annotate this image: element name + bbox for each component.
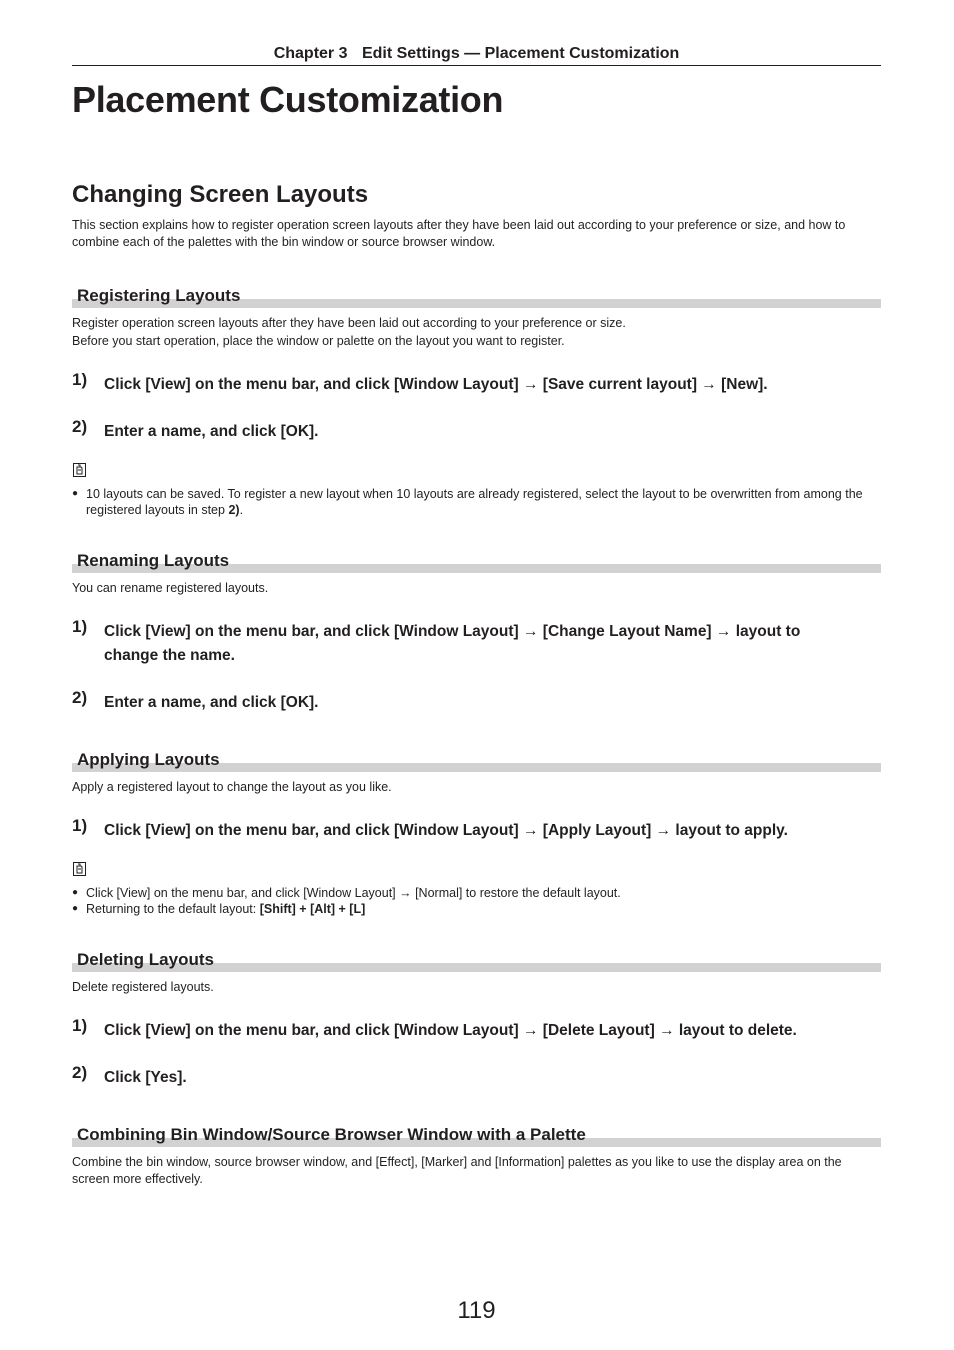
step-number: 1)	[72, 617, 88, 636]
combining-heading: Combining Bin Window/Source Browser Window with a Palette	[77, 1125, 586, 1144]
note-text: Click [View] on the menu bar, and click [Window Layout] → [Normal] to restore the default layout.	[86, 886, 621, 900]
note-text: 10 layouts can be saved. To register a new layout when 10 layouts are already registered, select the layout to be overwritten from among the registered layouts in step 2).	[86, 487, 863, 517]
page-number: 119	[457, 1297, 496, 1324]
chapter-title: Edit Settings — Placement Customization	[361, 45, 680, 62]
step-text: Click [Yes].	[104, 1069, 187, 1086]
deleting-desc: Delete registered layouts.	[72, 980, 214, 994]
step-number: 2)	[72, 417, 88, 436]
section-title: Changing Screen Layouts	[72, 181, 369, 208]
note-icon	[73, 862, 86, 876]
step-text: Click [View] on the menu bar, and click [Window Layout] → [Change Layout Name] → layout to change the name.	[104, 623, 801, 664]
step-number: 2)	[72, 1063, 88, 1082]
combining-heading-band	[72, 1125, 881, 1147]
step-number: 1)	[72, 816, 88, 835]
renaming-heading: Renaming Layouts	[77, 551, 230, 570]
step-text: Enter a name, and click [OK].	[104, 694, 319, 711]
chapter-label: Chapter 3	[273, 45, 348, 62]
running-header	[72, 44, 881, 66]
page-title: Placement Customization	[72, 79, 504, 120]
applying-heading-band	[72, 750, 881, 772]
registering-heading-band	[72, 286, 881, 308]
registering-heading: Registering Layouts	[77, 286, 241, 305]
step-text: Click [View] on the menu bar, and click [Window Layout] → [Apply Layout] → layout to apply.	[104, 822, 788, 839]
step-text: Click [View] on the menu bar, and click [Window Layout] → [Save current layout] → [New].	[104, 376, 768, 393]
combining-desc: Combine the bin window, source browser window, and [Effect], [Marker] and [Information] palettes as you like to use the display area on the screen more effectively.	[72, 1155, 842, 1186]
note-icon	[73, 463, 86, 477]
applying-heading: Applying Layouts	[77, 750, 220, 769]
step-text: Enter a name, and click [OK].	[104, 423, 319, 440]
bullet-dot: ●	[72, 903, 79, 914]
step-text: Click [View] on the menu bar, and click [Window Layout] → [Delete Layout] → layout to delete.	[104, 1022, 797, 1039]
section-intro: This section explains how to register operation screen layouts after they have been laid out according to your preference or size, and how to combine each of the palettes with the bin window or source browser window.	[72, 218, 846, 249]
deleting-heading: Deleting Layouts	[77, 950, 214, 969]
renaming-desc: You can rename registered layouts.	[72, 581, 269, 595]
note-text: Returning to the default layout: [Shift] + [Alt] + [L]	[86, 902, 366, 916]
step-number: 2)	[72, 688, 88, 707]
step-number: 1)	[72, 1016, 88, 1035]
bullet-dot: ●	[72, 887, 79, 898]
deleting-heading-band	[72, 950, 881, 972]
applying-desc: Apply a registered layout to change the layout as you like.	[72, 780, 392, 794]
shortcut-keys: [Shift] + [Alt] + [L]	[259, 902, 366, 916]
step-number: 1)	[72, 370, 88, 389]
renaming-heading-band	[72, 551, 881, 573]
registering-desc-1: Register operation screen layouts after they have been laid out according to your preference or size.	[72, 316, 626, 330]
registering-desc-2: Before you start operation, place the window or palette on the layout you want to register.	[72, 334, 565, 348]
bullet-dot: ●	[72, 488, 79, 499]
